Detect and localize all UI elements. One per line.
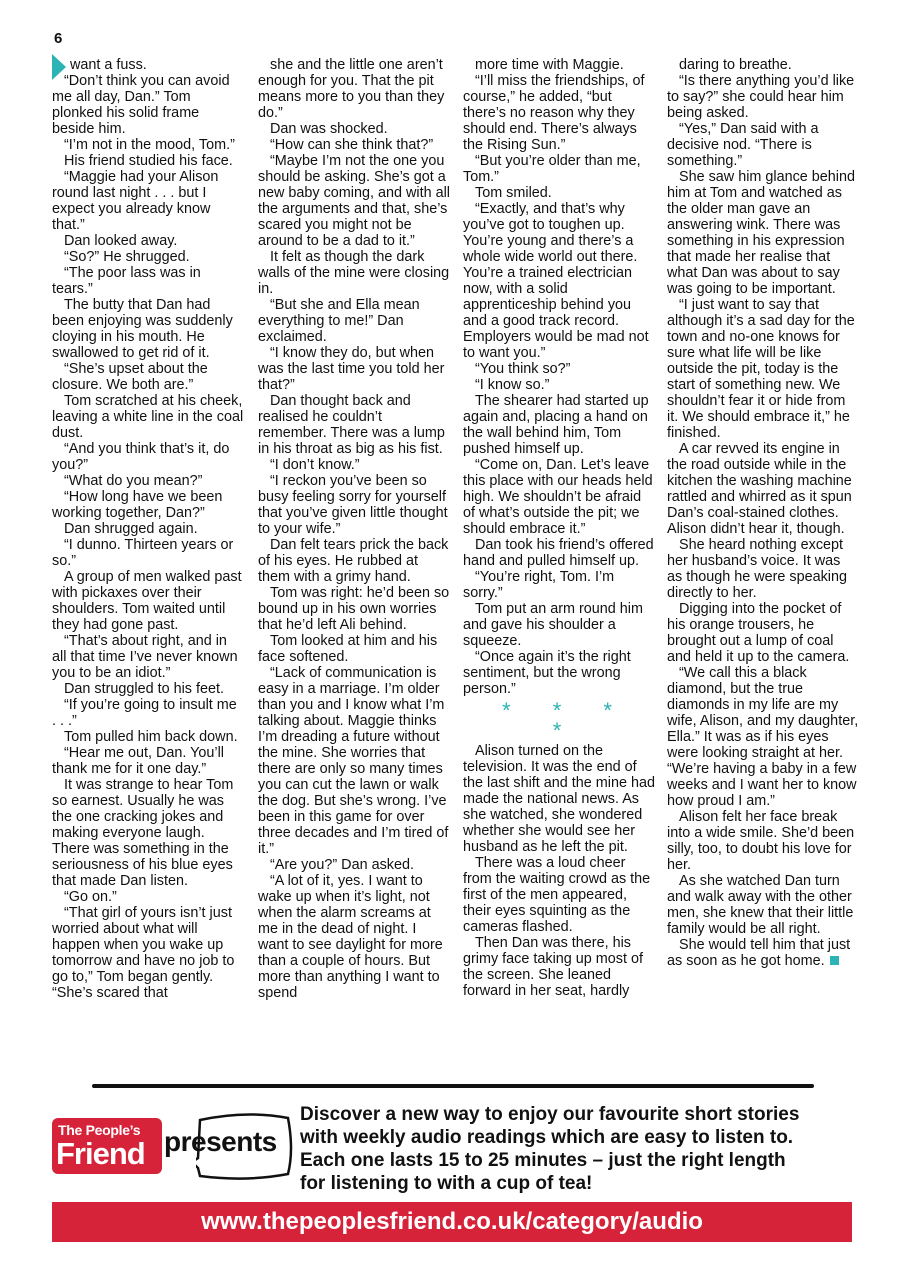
story-paragraph: Dan felt tears prick the back of his eyes. He rubbed at them with a grimy hand. (258, 537, 449, 585)
audio-url-link[interactable]: www.thepeoplesfriend.co.uk/category/audio (201, 1208, 703, 1235)
story-paragraph: “How can she think that?” (270, 137, 434, 153)
logo-line-1: The People’s (58, 1122, 141, 1138)
story-paragraph: Dan thought back and realised he couldn’t remember. There was a lump in his throat as big as his fist. (258, 393, 445, 457)
story-paragraph: “Lack of communication is easy in a marriage. I’m older than you and I know what I’m talking about. Maggie thinks I’m dreading a future without the mine. She worries that there are only so many times you can cut the lawn or walk the dog. But she’s wrong. I’ve been in this game for over three decades and I’m tired of it.” (258, 665, 449, 857)
story-paragraph: There was a loud cheer from the waiting crowd as the first of the men appeared, their eyes squinting as the cameras flashed. (463, 855, 651, 935)
story-paragraph: A group of men walked past with pickaxes over their shoulders. Tom waited until they had gone past. (52, 569, 242, 633)
promo-line: with weekly audio readings which are easy to listen to. (300, 1127, 794, 1148)
column-4 (667, 57, 859, 1067)
story-paragraph: Alison turned on the television. It was the end of the last shift and the mine had made the national news. As she watched, she wondered whether she would see her husband as he left the pit. (463, 743, 655, 855)
story-paragraph: “I reckon you’ve been so busy feeling sorry for yourself that you’ve given little thought to your wife.” (258, 473, 448, 537)
story-paragraph: “You’re right, Tom. I’m sorry.” (463, 569, 615, 601)
speech-bubble-icon (196, 1110, 296, 1190)
footer-divider (92, 1084, 814, 1088)
story-paragraph: “That’s about right, and in all that time I’ve never known you to be an idiot.” (52, 633, 238, 681)
story-paragraph: “Are you?” Dan asked. (270, 857, 414, 873)
story-paragraph: Dan shrugged again. (64, 521, 198, 537)
story-paragraph: She saw him glance behind him at Tom and watched as the older man gave an answering wink. There was something in his expression that made her realise that what Dan was about to say was going to be important. (667, 169, 855, 297)
story-paragraph: Tom scratched at his cheek, leaving a white line in the coal dust. (52, 393, 244, 441)
story-paragraph: daring to breathe. (679, 57, 792, 73)
story-paragraph: “The poor lass was in tears.” (52, 265, 201, 297)
story-paragraph: “If you’re going to insult me . . .” (52, 697, 237, 729)
story-paragraph: “You think so?” (475, 361, 571, 377)
promo-line: Discover a new way to enjoy our favourite short stories (300, 1104, 800, 1125)
story-paragraph: “How long have we been working together, Dan?” (52, 489, 223, 521)
promo-line: Each one lasts 15 to 25 minutes – just the right length (300, 1150, 786, 1171)
story-paragraph: “I don’t know.” (270, 457, 360, 473)
column-3 (463, 57, 655, 1067)
story-end-icon (830, 956, 839, 965)
story-paragraph: “What do you mean?” (64, 473, 203, 489)
story-paragraph: “Is there anything you’d like to say?” she could hear him being asked. (667, 73, 855, 121)
story-paragraph: “Come on, Dan. Let’s leave this place with our heads held high. We shouldn’t be afraid of what’s outside the pit; we should embrace it.” (463, 457, 653, 537)
story-paragraph: Dan took his friend’s offered hand and pulled himself up. (463, 537, 654, 569)
story-paragraph: “Hear me out, Dan. You’ll thank me for it one day.” (52, 745, 224, 777)
story-paragraph: Tom pulled him back down. (64, 729, 238, 745)
story-paragraph: “Exactly, and that’s why you’ve got to toughen up. You’re young and there’s a whole wide world out there. You’re a trained electrician now, with a solid apprenticeship behind you and a good track record. Employers would be mad not to want you.” (463, 201, 649, 361)
story-paragraph: “So?” He shrugged. (64, 249, 190, 265)
story-paragraph: “But you’re older than me, Tom.” (463, 153, 641, 185)
logo-line-2: Friend (56, 1136, 145, 1171)
story-paragraph: “Maggie had your Alison round last night . . . but I expect you already know that.” (52, 169, 219, 233)
story-paragraph: “Don’t think you can avoid me all day, Dan.” Tom plonked his solid frame beside him. (52, 73, 230, 137)
story-paragraph: As she watched Dan turn and walk away with the other men, she knew that their little family would be all right. (667, 873, 854, 937)
presents-label: presents (164, 1126, 277, 1157)
story-paragraph: Digging into the pocket of his orange trousers, he brought out a lump of coal and held it up to the camera. (667, 601, 850, 665)
story-paragraph: The shearer had started up again and, placing a hand on the wall behind him, Tom pushed himself up. (463, 393, 649, 457)
story-paragraph: “She’s upset about the closure. We both are.” (52, 361, 208, 393)
peoples-friend-logo (52, 1118, 162, 1174)
story-paragraph: more time with Maggie. (475, 57, 624, 73)
story-paragraph: The butty that Dan had been enjoying was suddenly cloying in his mouth. He swallowed to get rid of it. (52, 297, 233, 361)
story-paragraph: His friend studied his face. (64, 153, 233, 169)
story-paragraph: “I know they do, but when was the last time you told her that?” (258, 345, 445, 393)
story-paragraph: she and the little one aren’t enough for you. That the pit means more to you than they do.” (258, 57, 445, 121)
story-paragraph: “I just want to say that although it’s a sad day for the town and no-one knows for sure what life will be like outside the pit, today is the start of something new. We shouldn’t fear it or hide from it. We should embrace it,” he finished. (667, 297, 855, 441)
story-paragraph: “I dunno. Thirteen years or so.” (52, 537, 234, 569)
story-paragraph: “That girl of yours isn’t just worried about what will happen when you wake up tomorrow and have no job to go to,” Tom began gently. “She’s scared that (52, 905, 235, 1001)
story-paragraph: “A lot of it, yes. I want to wake up when it’s light, not when the alarm screams at me in the dead of night. I want to see daylight for more than a couple of hours. But more than anything I want to spend (258, 873, 443, 1001)
story-paragraph: Dan struggled to his feet. (64, 681, 224, 697)
story-paragraph: “Yes,” Dan said with a decisive nod. “There is something.” (667, 121, 819, 169)
story-paragraph: Alison felt her face break into a wide smile. She’d been silly, too, to doubt his love for her. (667, 809, 855, 873)
story-paragraph: “But she and Ella mean everything to me!” Dan exclaimed. (258, 297, 420, 345)
story-paragraph: “I’m not in the mood, Tom.” (64, 137, 235, 153)
story-paragraph: She would tell him that just as soon as he got home. (667, 937, 851, 969)
story-paragraph: “Once again it’s the right sentiment, but the wrong person.” (463, 649, 631, 697)
story-paragraph: “Go on.” (64, 889, 117, 905)
promo-line: for listening to with a cup of tea! (300, 1173, 593, 1194)
story-paragraph: “We call this a black diamond, but the true diamonds in my life are my wife, Alison, and my daughter, Ella.” It was as if his eyes were looking straight at her. “We’re having a baby in a few weeks and I want her to know how proud I am.” (667, 665, 859, 809)
column-2 (258, 57, 450, 1067)
column-1 (52, 57, 244, 1067)
audio-url-banner[interactable] (52, 1202, 852, 1242)
story-paragraph: A car revved its engine in the road outside while in the kitchen the washing machine rattled and whirred as it spun Dan’s coal-stained clothes. Alison didn’t hear it, though. (667, 441, 852, 537)
story-paragraph: Tom looked at him and his face softened. (258, 633, 438, 665)
story-paragraph: Dan looked away. (64, 233, 178, 249)
story-paragraph: It was strange to hear Tom so earnest. Usually he was the one cracking jokes and making everyone laugh. There was something in the seriousness of his blue eyes that made Dan listen. (52, 777, 234, 889)
story-paragraph: Tom smiled. (475, 185, 552, 201)
story-paragraph: Tom was right: he’d been so bound up in his own worries that he’d left Ali behind. (258, 585, 450, 633)
story-paragraph: Tom put an arm round him and gave his shoulder a squeeze. (463, 601, 643, 649)
story-paragraph: “And you think that’s it, do you?” (52, 441, 230, 473)
audio-promo-text (300, 1103, 830, 1195)
story-paragraph: Then Dan was there, his grimy face taking up most of the screen. She leaned forward in her seat, hardly (463, 935, 643, 999)
story-paragraph: “I’ll miss the friendships, of course,” he added, “but there’s no reason why they should end. There’s always the Rising Sun.” (463, 73, 645, 153)
story-paragraph: She heard nothing except her husband’s voice. It was as though he were speaking directly to her. (667, 537, 848, 601)
story-paragraph: “Maybe I’m not the one you should be asking. She’s got a new baby coming, and with all the arguments and that, she’s scared you might not be around to be a dad to it.” (258, 153, 450, 249)
page-number: 6 (54, 30, 63, 47)
story-paragraph: want a fuss. (70, 57, 147, 73)
story-paragraph: Dan was shocked. (270, 121, 388, 137)
story-paragraph: “I know so.” (475, 377, 550, 393)
section-separator: * * * * (502, 698, 630, 743)
story-paragraph: It felt as though the dark walls of the mine were closing in. (258, 249, 450, 297)
